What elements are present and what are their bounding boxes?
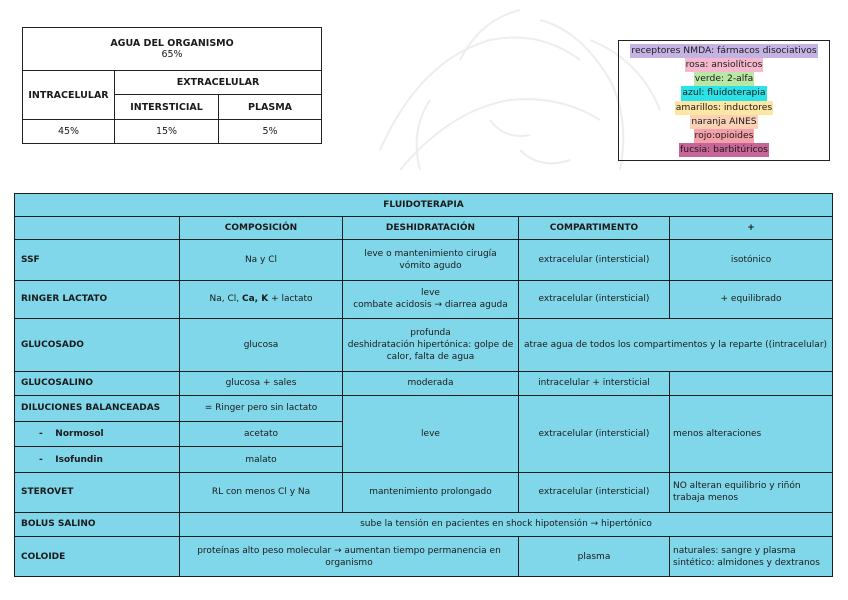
ringer-comp-sep: , [254, 294, 262, 305]
table-row [15, 396, 833, 422]
normosol-composicion: acetato [180, 421, 343, 447]
intersticial-header: INTERSTICIAL [115, 95, 219, 120]
intersticial-value: 15% [115, 120, 219, 144]
diluciones-deshidratacion: leve [343, 396, 519, 473]
table-row [15, 512, 833, 537]
legend-item-nmda: receptores NMDA: fármacos disociativos [630, 44, 817, 58]
glucosado-desh-line2: deshidratación hipertónica: golpe de [347, 339, 514, 350]
ssf-deshidratacion [343, 239, 519, 280]
row-name-normosol [15, 421, 180, 447]
legend-item-amarillos: amarillos: inductores [675, 101, 773, 115]
ringer-desh-line1: leve [421, 288, 440, 299]
normosol-label: Normosol [55, 428, 104, 439]
legend-item-rosa: rosa: ansiolíticos [685, 58, 764, 72]
ringer-compartimento: extracelular (intersticial) [519, 280, 670, 318]
legend-item-fucsia: fucsia: barbitúricos [679, 143, 769, 157]
sterovet-plus [670, 472, 833, 512]
diluciones-composicion: = Ringer pero sin lactato [180, 396, 343, 422]
table-row [15, 472, 833, 512]
table-row [15, 537, 833, 577]
glucosalino-plus [670, 371, 833, 396]
table-row [15, 239, 833, 280]
sterovet-deshidratacion: mantenimiento prolongado [343, 472, 519, 512]
row-name-coloide: COLOIDE [15, 537, 180, 577]
plasma-value: 5% [219, 120, 322, 144]
row-name-ringer: RINGER LACTATO [15, 280, 180, 318]
normosol-dash: - [39, 428, 43, 439]
isofundin-composicion: malato [180, 447, 343, 473]
sterovet-plus-line1: NO alteran equilibrio y riñón [673, 481, 801, 492]
header-plus: + [670, 217, 833, 239]
extracelular-header: EXTRACELULAR [115, 71, 322, 95]
ringer-comp-post: + lactato [268, 294, 313, 305]
header-deshidratacion: DESHIDRATACIÓN [343, 217, 519, 239]
legend-item-verde: verde: 2-alfa [694, 72, 754, 86]
ringer-desh-line2: combate acidosis → diarrea aguda [353, 300, 508, 311]
water-title: AGUA DEL ORGANISMO [110, 38, 234, 49]
intracelular-header: INTRACELULAR [23, 71, 115, 120]
row-name-glucosado: GLUCOSADO [15, 318, 180, 371]
header-composicion: COMPOSICIÓN [180, 217, 343, 239]
legend-item-naranja: naranja AINES [690, 115, 757, 129]
ssf-desh-line1: leve o mantenimiento cirugía [364, 248, 497, 259]
color-legend [618, 40, 830, 161]
header-compartimento: COMPARTIMENTO [519, 217, 670, 239]
fluid-title: FLUIDOTERAPIA [15, 194, 833, 217]
row-name-glucosalino: GLUCOSALINO [15, 371, 180, 396]
glucosado-desh-line1: profunda [410, 327, 451, 338]
header-empty [15, 217, 180, 239]
ringer-comp-k: K [261, 294, 269, 305]
coloide-plus-line1: naturales: sangre y plasma [673, 545, 796, 556]
row-name-isofundin [15, 447, 180, 473]
glucosalino-composicion: glucosa + sales [180, 371, 343, 396]
row-name-bolus: BOLUS SALINO [15, 512, 180, 537]
body-water-table [22, 27, 322, 144]
sterovet-compartimento: extracelular (intersticial) [519, 472, 670, 512]
sterovet-plus-line2: trabaja menos [673, 493, 739, 504]
isofundin-dash: - [39, 454, 43, 465]
ringer-plus: + equilibrado [670, 280, 833, 318]
legend-item-azul: azul: fluidoterapia [681, 86, 766, 100]
sterovet-composicion: RL con menos Cl y Na [180, 472, 343, 512]
ssf-compartimento: extracelular (intersticial) [519, 239, 670, 280]
row-name-ssf: SSF [15, 239, 180, 280]
ssf-desh-line2: vómito agudo [399, 260, 462, 271]
ringer-comp-pre: Na, Cl, [209, 294, 242, 305]
row-name-sterovet: STEROVET [15, 472, 180, 512]
glucosado-composicion: glucosa [180, 318, 343, 371]
ssf-plus: isotónico [670, 239, 833, 280]
coloide-composicion [180, 537, 519, 577]
table-row [15, 318, 833, 371]
diluciones-compartimento: extracelular (intersticial) [519, 396, 670, 473]
coloide-plus-line2: sintético: almidones y dextranos [673, 557, 820, 568]
diluciones-plus: menos alteraciones [670, 396, 833, 473]
ringer-comp-ca: Ca [241, 294, 255, 305]
ringer-composicion [180, 280, 343, 318]
glucosado-compartimento-merged: atrae agua de todos los compartimentos y la reparte ((intracelular) [519, 318, 833, 371]
fluidoterapia-table [14, 193, 833, 577]
intracelular-value: 45% [23, 120, 115, 144]
table-row [15, 371, 833, 396]
glucosalino-compartimento: intracelular + intersticial [519, 371, 670, 396]
water-title-cell [23, 28, 322, 71]
isofundin-label: Isofundin [55, 454, 103, 465]
legend-item-rojo: rojo:opioides [694, 129, 755, 143]
row-name-diluciones: DILUCIONES BALANCEADAS [15, 396, 180, 422]
bolus-merged: sube la tensión en pacientes en shock hipotensión → hipertónico [180, 512, 833, 537]
coloide-compartimento: plasma [519, 537, 670, 577]
ssf-composicion: Na y Cl [180, 239, 343, 280]
glucosalino-deshidratacion: moderada [343, 371, 519, 396]
ringer-deshidratacion [343, 280, 519, 318]
coloide-comp-line2: organismo [325, 557, 373, 568]
table-row [15, 280, 833, 318]
coloide-plus [670, 537, 833, 577]
glucosado-deshidratacion [343, 318, 519, 371]
water-total: 65% [161, 49, 183, 60]
plasma-header: PLASMA [219, 95, 322, 120]
coloide-comp-line1: proteínas alto peso molecular → aumentan tiempo permanencia en [197, 545, 501, 556]
glucosado-desh-line3: calor, falta de agua [386, 351, 475, 362]
